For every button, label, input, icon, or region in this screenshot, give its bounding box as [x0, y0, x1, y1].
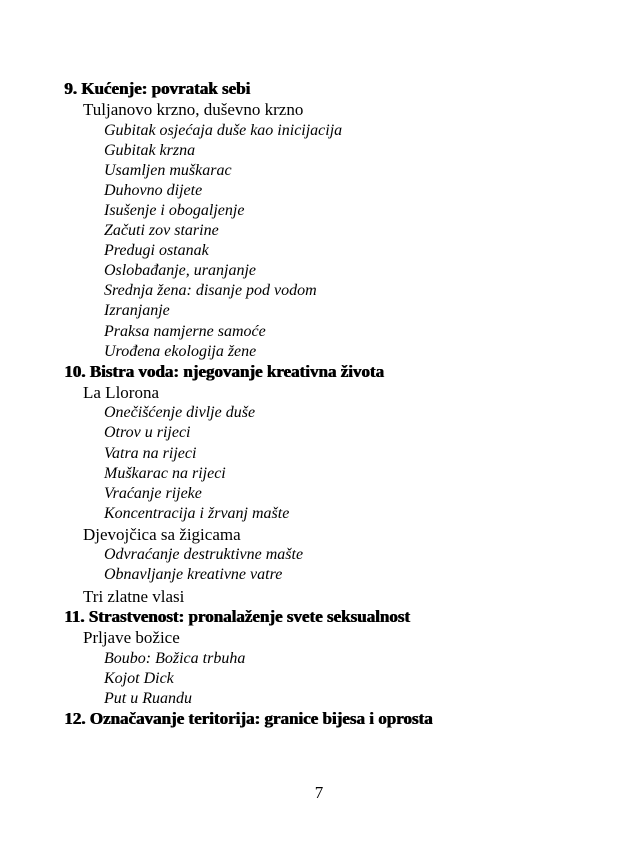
subsection-title: Onečišćenje divlje duše	[104, 404, 256, 422]
subsection-title: Usamljen muškarac	[104, 161, 232, 179]
subsection-title: Izranjanje	[104, 302, 170, 320]
subsection-title: Oslobađanje, uranjanje	[104, 262, 256, 280]
subsection-title: Kojot Dick	[104, 669, 174, 687]
subsection-title: Predugi ostanak	[104, 242, 209, 260]
subsection-title: Praksa namjerne samoće	[104, 322, 266, 340]
subsection-title: Gubitak krzna	[104, 141, 196, 159]
chapter-heading: 11. Strastvenost: pronalaženje svete seksualnost	[64, 607, 410, 627]
subsection-title: Duhovno dijete	[104, 181, 203, 199]
chapter-heading: 12. Označavanje teritorija: granice bijesa i oprosta	[64, 708, 433, 728]
subsection-title: Vraćanje rijeke	[104, 484, 202, 502]
story-title: Tuljanovo krzno, duševno krzno	[83, 100, 304, 120]
story-title: Tri zlatne vlasi	[83, 586, 185, 606]
story-title: Djevojčica sa žigicama	[83, 524, 241, 544]
subsection-title: Boubo: Božica trbuha	[104, 649, 246, 667]
subsection-title: Muškarac na rijeci	[104, 464, 226, 482]
subsection-title: Odvraćanje destruktivne mašte	[104, 546, 304, 564]
subsection-title: Začuti zov starine	[104, 222, 219, 240]
table-of-contents	[0, 79, 638, 729]
story-title: La Llorona	[83, 382, 159, 402]
chapter-heading: 10. Bistra voda: njegovanje kreativna života	[64, 361, 384, 381]
subsection-title: Put u Ruandu	[104, 689, 192, 707]
page-number: 7	[314, 783, 324, 802]
subsection-title: Obnavljanje kreativne vatre	[104, 566, 283, 584]
chapter-heading: 9. Kućenje: povratak sebi	[64, 79, 251, 98]
subsection-title: Otrov u rijeci	[104, 424, 191, 442]
story-title: Prljave božice	[83, 628, 180, 648]
subsection-title: Isušenje i obogaljenje	[104, 201, 245, 219]
subsection-title: Gubitak osjećaja duše kao inicijacija	[104, 121, 343, 139]
subsection-title: Vatra na rijeci	[104, 444, 197, 462]
subsection-title: Srednja žena: disanje pod vodom	[104, 282, 317, 300]
subsection-title: Koncentracija i žrvanj mašte	[104, 504, 290, 522]
subsection-title: Urođena ekologija žene	[104, 342, 257, 360]
